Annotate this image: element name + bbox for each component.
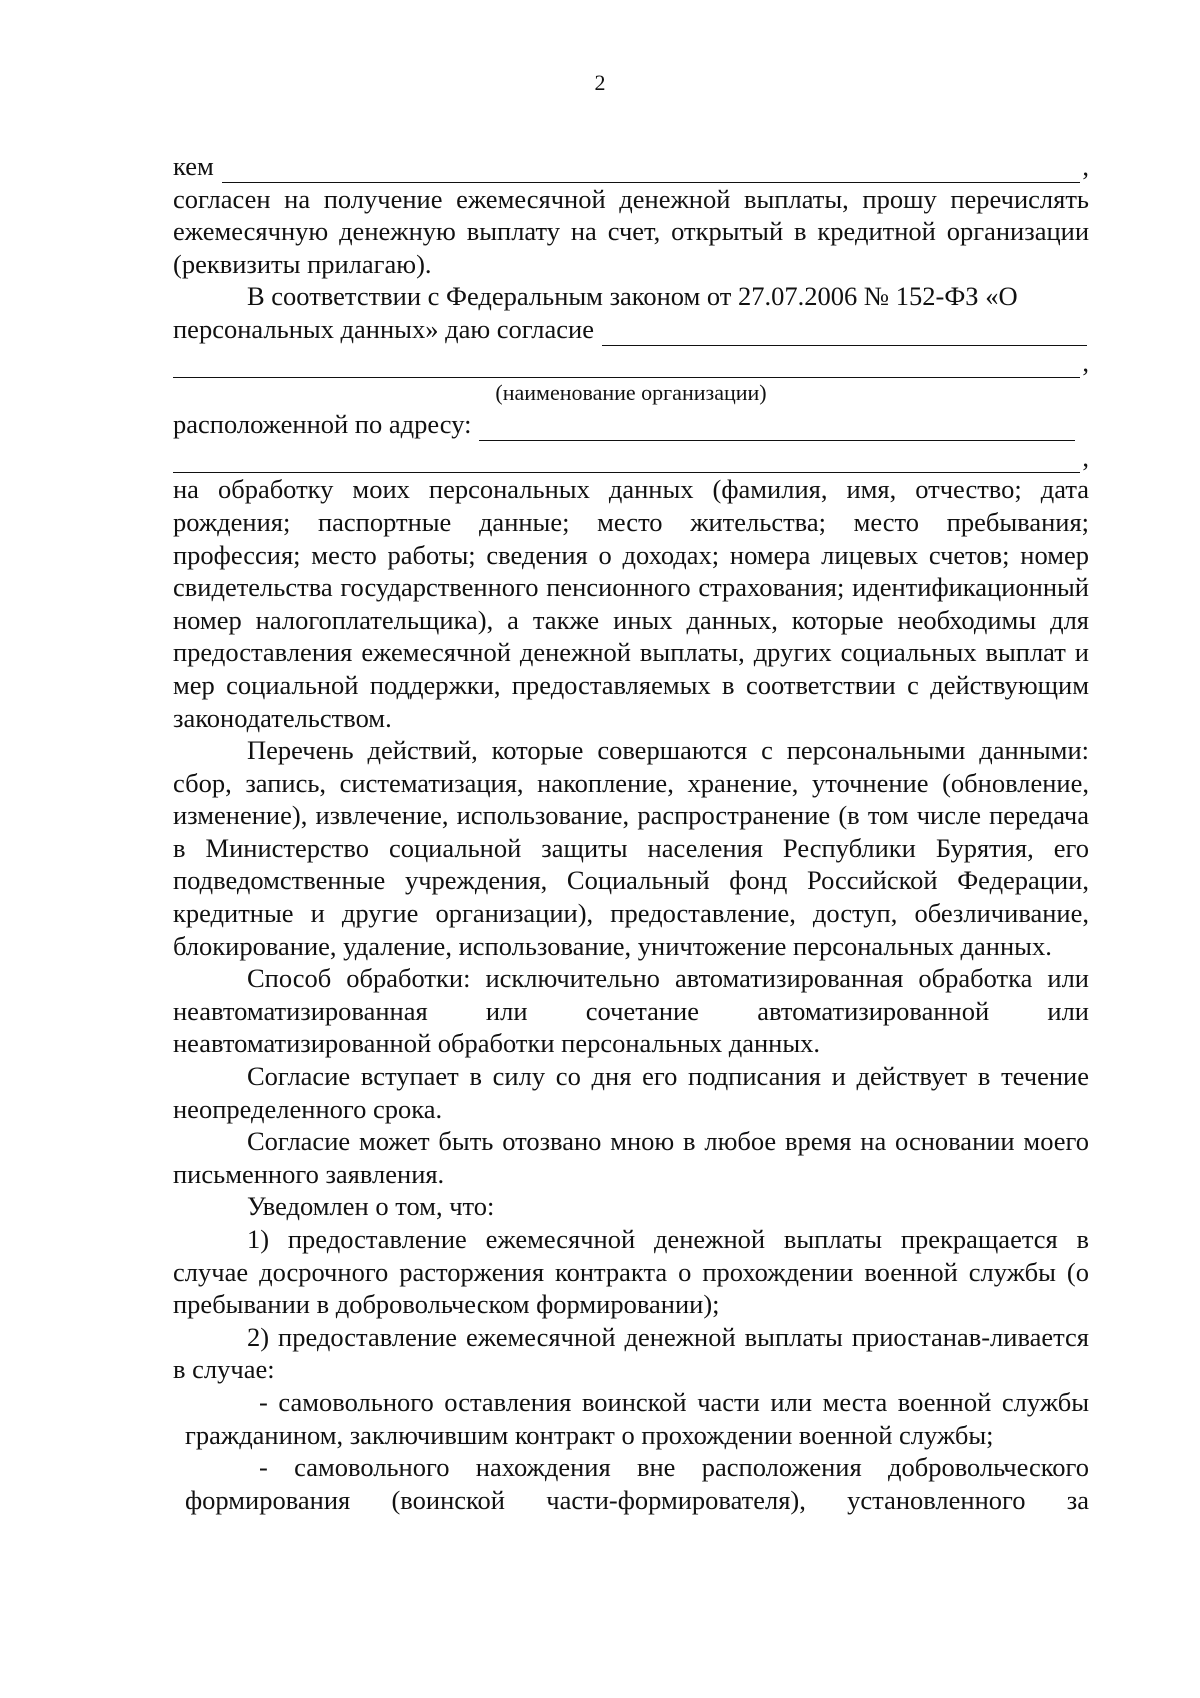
paragraph-notified: Уведомлен о том, что: bbox=[247, 1191, 495, 1222]
paragraph-law: В соответствии с Федеральным законом от 27.07.2006 № 152-ФЗ «О bbox=[247, 281, 1018, 312]
paragraph-actions: Перечень действий, которые совершаются с персональными данными: сбор, запись, систематизация, накопление, хранение, уточнение (обновление, изменение), извлечение, использование, распространение (в том числе передача в Министерство социальной защиты населения Республики Бурятия, его подведомственные учреждения, Социальный фонд Российской Федерации, кредитные и другие организации), предоставление, доступ, обезличивание, блокирование, удаление, использование, уничтожение персональных данных. bbox=[173, 735, 1089, 961]
page-number: 2 bbox=[594, 70, 606, 95]
form-line-address-2 bbox=[173, 441, 1089, 474]
form-line-kem bbox=[173, 150, 1089, 183]
form-label-kem: кем bbox=[173, 151, 214, 181]
blank-field-address[interactable] bbox=[479, 416, 1075, 441]
trailing-comma: , bbox=[1082, 441, 1089, 472]
paragraph-method: Способ обработки: исключительно автоматизированная обработка или неавтоматизированная или сочетание автоматизированной или неавтоматизированной обработки персональных данных. bbox=[173, 963, 1089, 1059]
form-line-organization bbox=[173, 346, 1089, 379]
paragraph-item-1: 1) предоставление ежемесячной денежной выплаты прекращается в случае досрочного расторжения контракта о прохождении военной службы (о пребывании в добровольческом формировании); bbox=[173, 1224, 1089, 1320]
paragraph-dash-1: - самовольного оставления воинской части или места военной службы гражданином, заключившим контракт о прохождении военной службы; bbox=[185, 1386, 1089, 1450]
blank-field-kem[interactable] bbox=[222, 158, 1081, 183]
blank-field-address-2[interactable] bbox=[173, 448, 1080, 473]
form-line-address bbox=[173, 408, 1089, 441]
paragraph-consent-payment: согласен на получение ежемесячной денежной выплаты, прошу перечислять ежемесячную денежную выплату на счет, открытый в кредитной организации (реквизиты прилагаю). bbox=[173, 183, 1089, 279]
document-body bbox=[173, 150, 1089, 1516]
form-label-consent: персональных данных» даю согласие bbox=[173, 313, 594, 344]
paragraph-dash-2: - самовольного нахождения вне расположения добровольческого формирования (воинской части-формирователя), установленного за bbox=[185, 1452, 1089, 1515]
paragraph-effective: Согласие вступает в силу со дня его подписания и действует в течение неопределенного срока. bbox=[173, 1061, 1089, 1124]
form-line-consent bbox=[173, 313, 1089, 346]
blank-field-consent[interactable] bbox=[602, 321, 1087, 346]
paragraph-processing: на обработку моих персональных данных (фамилия, имя, отчество; дата рождения; паспортные данные; место жительства; место пребывания; профессия; место работы; сведения о доходах; номера лицевых счетов; номер свидетельства государственного пенсионного страхования; идентификационный номер налогоплательщика), а также иных данных, которые необходимы для предоставления ежемесячной денежной выплаты, других социальных выплат и мер социальной поддержки, предоставляемых в соответствии с действующим законодательством. bbox=[173, 474, 1089, 733]
caption-organization: (наименование организации) bbox=[495, 380, 767, 406]
form-label-address: расположенной по адресу: bbox=[173, 409, 472, 440]
trailing-comma: , bbox=[1082, 346, 1089, 377]
paragraph-revoke: Согласие может быть отозвано мною в любое время на основании моего письменного заявления. bbox=[173, 1126, 1089, 1189]
paragraph-item-2: 2) предоставление ежемесячной денежной выплаты приостанав-ливается в случае: bbox=[173, 1321, 1089, 1385]
trailing-comma: , bbox=[1082, 151, 1089, 181]
blank-field-organization[interactable] bbox=[173, 353, 1080, 378]
